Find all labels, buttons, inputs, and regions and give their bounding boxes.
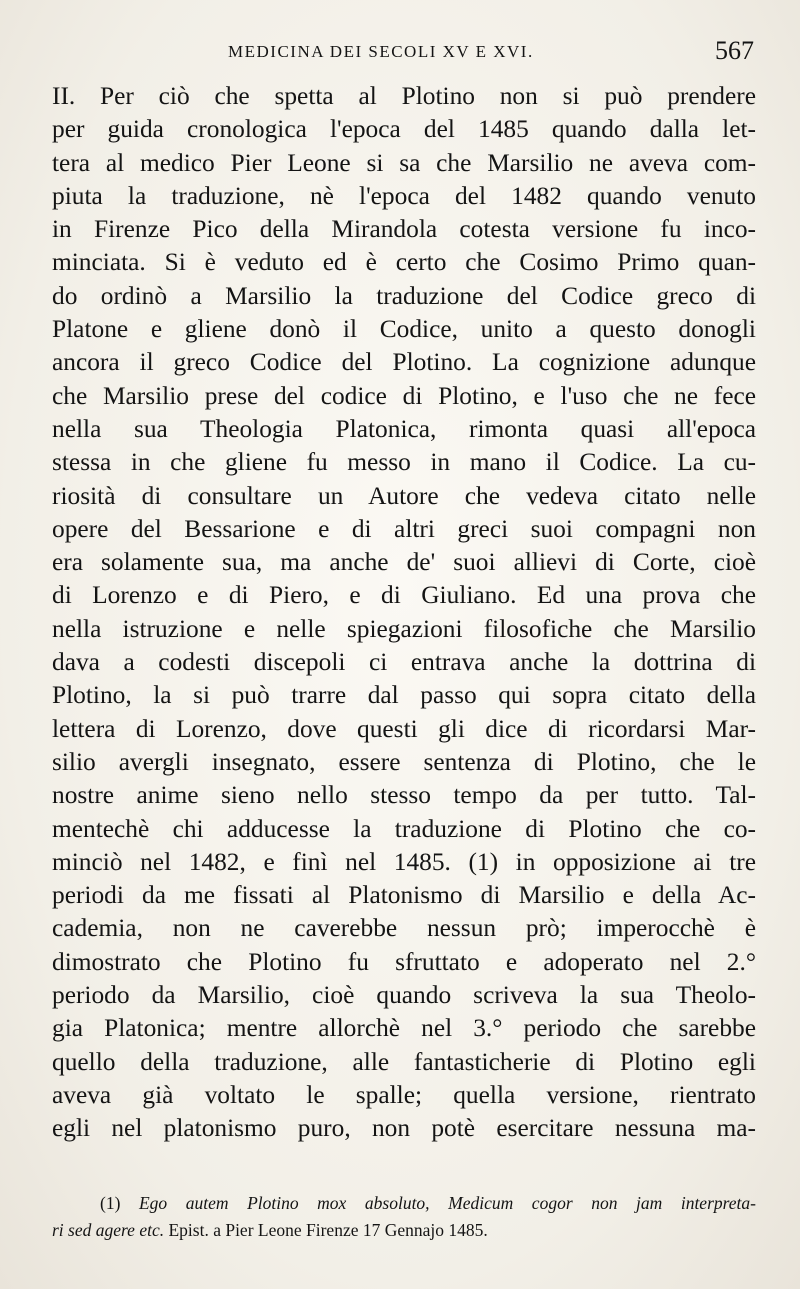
text-line: di Lorenzo e di Piero, e di Giuliano. Ed una prova che (52, 581, 756, 610)
text-line: ancora il greco Codice del Plotino. La cognizione adunque (52, 348, 756, 377)
text-line: nostre anime sieno nello stesso tempo da per tutto. Tal- (52, 781, 756, 810)
text-line: lettera di Lorenzo, dove questi gli dice di ricordarsi Mar- (52, 714, 756, 743)
text-line: Platone e gliene donò il Codice, unito a questo donogli (52, 315, 756, 344)
text-line: periodo da Marsilio, cioè quando scriveva la sua Theolo- (52, 981, 756, 1010)
text-line: minciata. Si è veduto ed è certo che Cosimo Primo quan- (52, 248, 756, 277)
text-line: do ordinò a Marsilio la traduzione del Codice greco di (52, 281, 756, 310)
text-line: silio avergli insegnato, essere sentenza di Plotino, che le (52, 747, 756, 776)
text-line: quello della traduzione, alle fantasticherie di Plotino egli (52, 1047, 756, 1076)
text-line: egli nel platonismo puro, non potè esercitare nessuna ma- (52, 1114, 756, 1143)
text-line: nella sua Theologia Platonica, rimonta quasi all'epoca (52, 414, 756, 443)
text-line: tera al medico Pier Leone si sa che Marsilio ne aveva com- (52, 148, 756, 177)
body-text (52, 80, 756, 1146)
footnote (52, 1190, 756, 1244)
footnote-marker: (1) (100, 1193, 121, 1213)
page-number: 567 (715, 36, 754, 65)
footnote-quote-end: ri sed agere etc. (52, 1220, 165, 1240)
text-line: Plotino, la si può trarre dal passo qui sopra citato della (52, 681, 756, 710)
text-line: per guida cronologica l'epoca del 1485 quando dalla let- (52, 115, 756, 144)
text-line: nella istruzione e nelle spiegazioni filosofiche che Marsilio (52, 614, 756, 643)
text-line: che Marsilio prese del codice di Plotino, e l'uso che ne fece (52, 381, 756, 410)
text-line: mentechè chi adducesse la traduzione di Plotino che co- (52, 814, 756, 843)
footnote-line-1 (52, 1190, 756, 1217)
text-line: II. Per ciò che spetta al Plotino non si può prendere (52, 82, 756, 110)
footnote-citation: Epist. a Pier Leone Firenze 17 Gennajo 1485. (164, 1220, 488, 1240)
text-line: piuta la traduzione, nè l'epoca del 1482 quando venuto (52, 181, 756, 210)
text-line: dava a codesti discepoli ci entrava anche la dottrina di (52, 648, 756, 677)
text-line: riosità di consultare un Autore che vedeva citato nelle (52, 481, 756, 510)
text-line: stessa in che gliene fu messo in mano il Codice. La cu- (52, 448, 756, 477)
text-line: minciò nel 1482, e finì nel 1485. (1) in opposizione ai tre (52, 847, 756, 876)
running-title: MEDICINA DEI SECOLI XV E XVI. (228, 42, 534, 61)
text-line: gia Platonica; mentre allorchè nel 3.° periodo che sarebbe (52, 1014, 756, 1043)
text-line: periodi da me fissati al Platonismo di Marsilio e della Ac- (52, 881, 756, 910)
text-line: dimostrato che Plotino fu sfruttato e adoperato nel 2.° (52, 947, 756, 976)
text-line: cademia, non ne caverebbe nessun prò; imperocchè è (52, 914, 756, 943)
text-line: in Firenze Pico della Mirandola cotesta versione fu inco- (52, 215, 756, 244)
text-line: era solamente sua, ma anche de' suoi allievi di Corte, cioè (52, 548, 756, 577)
text-line: opere del Bessarione e di altri greci suoi compagni non (52, 514, 756, 543)
page-header (54, 36, 754, 66)
footnote-line-2 (52, 1217, 756, 1244)
footnote-quote: Ego autem Plotino mox absoluto, Medicum cogor non jam interpreta- (138, 1193, 756, 1213)
text-line: aveva già voltato le spalle; quella versione, rientrato (52, 1080, 756, 1109)
